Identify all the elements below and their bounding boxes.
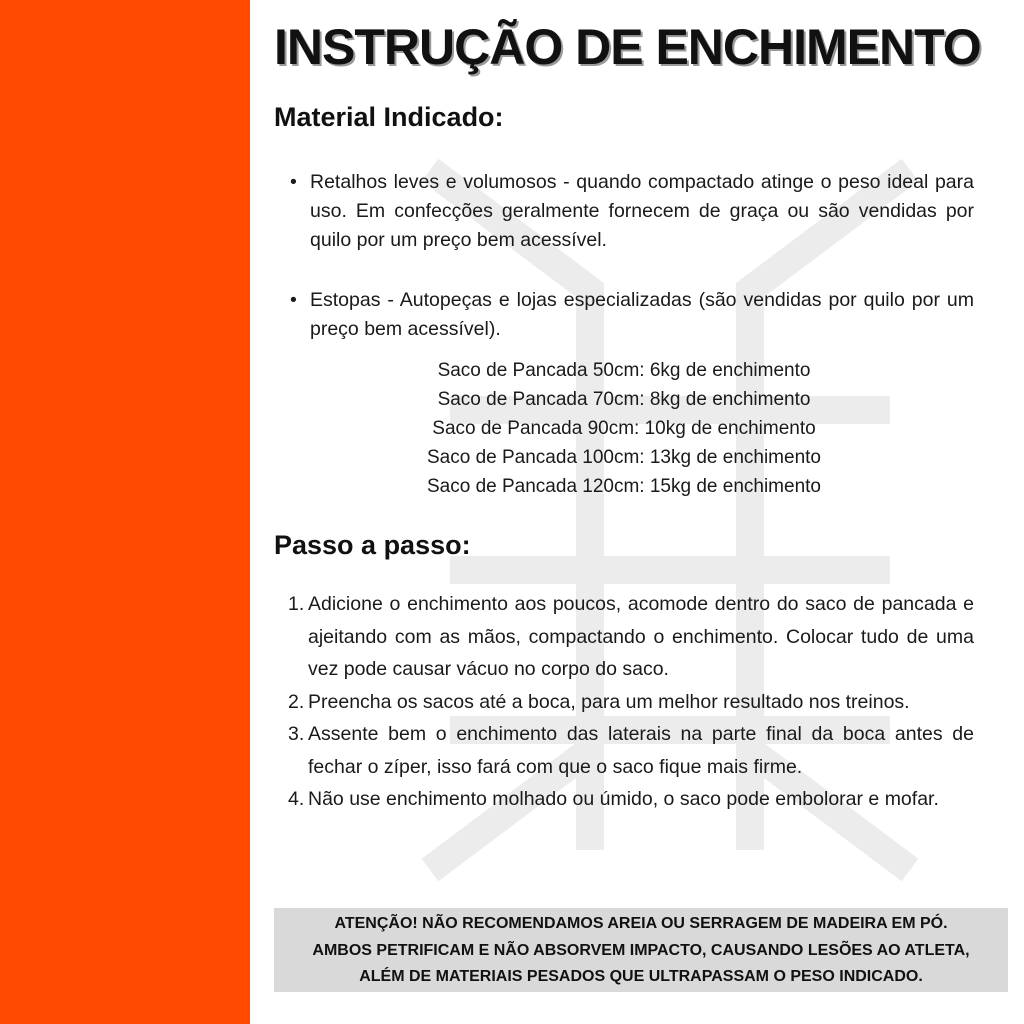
step-number: 2. (288, 690, 305, 713)
step-text: Adicione o enchimento aos poucos, acomode dentro do saco de pancada e ajeitando com as mãos, compactando o enchimento. Colocar tudo de uma vez pode causar vácuo no corpo do saco. (308, 593, 974, 680)
step-item (288, 783, 974, 816)
material-item-text: Retalhos leves e volumosos - quando compactado atinge o peso ideal para uso. Em confecções geralmente fornecem de graça ou são vendidas por quilo por um preço bem acessível. (310, 171, 974, 251)
step-text: Assente bem o enchimento das laterais na parte final da boca antes de fechar o zíper, isso fará com que o saco fique mais firme. (308, 723, 974, 778)
size-row: Saco de Pancada 100cm: 13kg de enchimento (427, 447, 821, 468)
step-item (288, 686, 974, 719)
size-row: Saco de Pancada 90cm: 10kg de enchimento (432, 418, 816, 439)
step-item (288, 718, 974, 783)
material-heading: Material Indicado: (274, 102, 504, 132)
size-row: Saco de Pancada 120cm: 15kg de enchimento (427, 476, 821, 497)
list-item (290, 168, 974, 255)
steps-heading: Passo a passo: (274, 530, 471, 560)
material-list (290, 168, 974, 255)
warning-line: ALÉM DE MATERIAIS PESADOS QUE ULTRAPASSAM O PESO INDICADO. (359, 968, 923, 985)
warning-box (274, 908, 1008, 992)
page-title: INSTRUÇÃO DE ENCHIMENTO (274, 19, 981, 75)
step-item (288, 588, 974, 686)
orange-side-bar (0, 0, 250, 1024)
warning-line: ATENÇÃO! NÃO RECOMENDAMOS AREIA OU SERRAGEM DE MADEIRA EM PÓ. (334, 915, 948, 932)
step-text: Preencha os sacos até a boca, para um melhor resultado nos treinos. (308, 690, 910, 713)
step-number: 4. (288, 788, 305, 810)
bullet-icon: • (290, 289, 297, 311)
steps-list (288, 588, 974, 816)
step-text: Não use enchimento molhado ou úmido, o saco pode embolorar e mofar. (308, 788, 939, 810)
size-row: Saco de Pancada 50cm: 6kg de enchimento (437, 360, 811, 381)
material-item-text: Estopas - Autopeças e lojas especializadas (são vendidas por quilo por um preço bem acessível). (310, 289, 974, 340)
content-area (274, 0, 1004, 1024)
warning-line: AMBOS PETRIFICAM E NÃO ABSORVEM IMPACTO, CAUSANDO LESÕES AO ATLETA, (312, 941, 970, 959)
bullet-icon: • (290, 171, 297, 193)
step-number: 1. (288, 593, 305, 615)
material-list (290, 286, 974, 344)
list-item (290, 286, 974, 344)
size-table (274, 356, 974, 501)
size-row: Saco de Pancada 70cm: 8kg de enchimento (437, 389, 811, 410)
step-number: 3. (288, 723, 305, 745)
